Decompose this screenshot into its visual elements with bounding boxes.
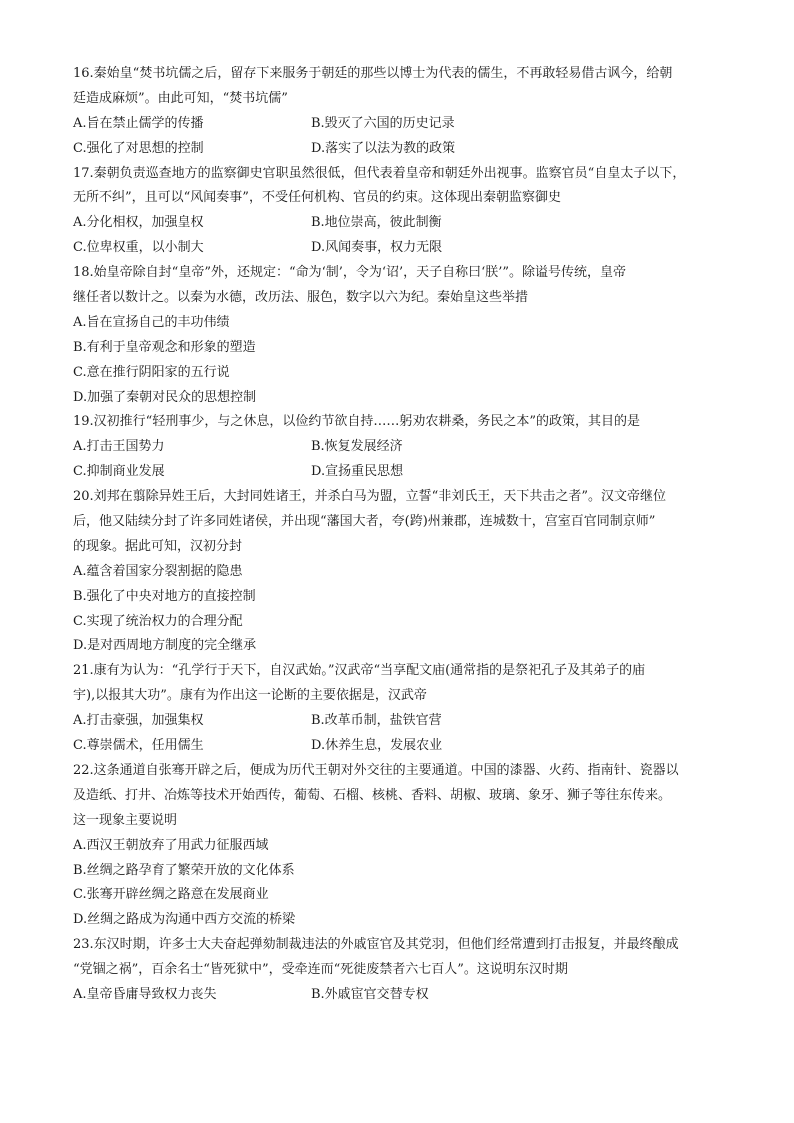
exam-page — [73, 62, 733, 1008]
answer-option: A.蕴含着国家分裂割据的隐患 — [73, 563, 243, 579]
answer-option: C.强化了对思想的控制 — [73, 140, 204, 156]
question-stem-line: 这一现象主要说明 — [73, 812, 178, 828]
question-stem-line: 19.汉初推行“轻刑事少，与之休息，以俭约节欲自持……躬劝农耕桑，务民之本”的政策，其目的是 — [73, 414, 640, 430]
answer-option: D.宣扬重民思想 — [311, 464, 404, 480]
answer-option: D.是对西周地方制度的完全继承 — [73, 638, 257, 654]
question-18 — [73, 261, 733, 410]
answer-option: A.打击豪强，加强集权 — [73, 713, 204, 729]
option-row — [73, 709, 733, 734]
question-22 — [73, 759, 733, 933]
question-stem-line: 22.这条通道自张骞开辟之后，便成为历代王朝对外交往的主要通道。中国的漆器、火药、指南针、瓷器以 — [73, 762, 679, 778]
answer-option: A.西汉王朝放弃了用武力征服西域 — [73, 837, 269, 853]
answer-option: C.位卑权重，以小制大 — [73, 240, 204, 256]
option-row — [73, 734, 733, 759]
question-stem-line: 18.始皇帝除自封“皇帝”外，还规定：“命为‘制’，令为‘诏’，天子自称曰‘朕’”。除谥号传统，皇帝 — [73, 265, 627, 281]
answer-option: C.张骞开辟丝绸之路意在发展商业 — [73, 887, 269, 903]
option-row — [73, 460, 733, 485]
question-stem-line: 廷造成麻烦”。由此可知，“焚书坑儒” — [73, 90, 288, 106]
option-row — [73, 211, 733, 236]
answer-option: C.抑制商业发展 — [73, 464, 165, 480]
answer-option: C.意在推行阴阳家的五行说 — [73, 364, 230, 380]
question-stem-line: 及造纸、打井、冶炼等技术开始西传，葡萄、石榴、核桃、香料、胡椒、玻璃、象牙、狮子等往东传来。 — [73, 787, 672, 803]
answer-option: D.落实了以法为教的政策 — [311, 140, 456, 156]
question-21 — [73, 659, 733, 759]
question-stem-line: 23.东汉时期，许多士大夫奋起弹劾制裁违法的外戚宦官及其党羽，但他们经常遭到打击报复，并最终酿成 — [73, 937, 679, 953]
answer-option: D.休养生息，发展农业 — [311, 738, 443, 754]
answer-option: B.地位崇高，彼此制衡 — [311, 215, 442, 231]
answer-option: D.丝绸之路成为沟通中西方交流的桥梁 — [73, 912, 296, 928]
answer-option: C.尊崇儒术，任用儒生 — [73, 738, 204, 754]
answer-option: A.皇帝昏庸导致权力丧失 — [73, 986, 217, 1002]
answer-option: C.实现了统治权力的合理分配 — [73, 613, 243, 629]
answer-option: D.加强了秦朝对民众的思想控制 — [73, 389, 257, 405]
question-stem-line: 17.秦朝负责巡查地方的监察御史官职虽然很低，但代表着皇帝和朝廷外出视事。监察官员“自皇太子以下， — [73, 165, 686, 181]
question-stem-line: 的现象。据此可知，汉初分封 — [73, 538, 243, 554]
answer-option: D.风闻奏事，权力无限 — [311, 240, 443, 256]
question-stem-line: 16.秦始皇“焚书坑儒之后，留存下来服务于朝廷的那些以博士为代表的儒生，不再敢轻易借古讽今，给朝 — [73, 66, 673, 81]
answer-option: B.恢复发展经济 — [311, 439, 403, 455]
option-row — [73, 112, 733, 137]
answer-option: A.打击王国势力 — [73, 439, 165, 455]
question-stem-line: 继任者以数计之。以秦为水德，改历法、服色，数字以六为纪。秦始皇这些举措 — [73, 290, 529, 306]
option-row — [73, 236, 733, 261]
question-23 — [73, 933, 733, 1008]
question-stem-line: 无所不纠”，且可以“风闻奏事”，不受任何机构、官员的约束。这体现出秦朝监察御史 — [73, 190, 561, 206]
question-16 — [73, 62, 733, 162]
answer-option: B.改革币制，盐铁官营 — [311, 713, 442, 729]
answer-option: B.外戚宦官交替专权 — [311, 986, 429, 1002]
option-row — [73, 435, 733, 460]
question-stem-line: “党锢之祸”，百余名士“皆死狱中”，受牵连而“死徙废禁者六七百人”。这说明东汉时期 — [73, 962, 568, 978]
question-17 — [73, 162, 733, 262]
option-row — [73, 983, 733, 1008]
question-stem-line: 20.刘邦在翦除异姓王后，大封同姓诸王，并杀白马为盟，立誓“非刘氏王，天下共击之者”。汉文帝继位 — [73, 489, 666, 505]
question-stem-line: 宇),以报其大功”。康有为作出这一论断的主要依据是，汉武帝 — [73, 688, 427, 704]
answer-option: A.旨在禁止儒学的传播 — [73, 115, 204, 131]
answer-option: B.毁灭了六国的历史记录 — [311, 115, 455, 131]
answer-option: A.分化相权，加强皇权 — [73, 215, 204, 231]
answer-option: B.有利于皇帝观念和形象的塑造 — [73, 339, 256, 355]
question-20 — [73, 485, 733, 659]
answer-option: B.丝绸之路孕育了繁荣开放的文化体系 — [73, 862, 295, 878]
answer-option: A.旨在宣扬自己的丰功伟绩 — [73, 314, 230, 330]
option-row — [73, 137, 733, 162]
question-stem-line: 后，他又陆续分封了许多同姓诸侯，并出现“藩国大者，夸(跨)州兼郡，连城数十，宫室百官同制京师” — [73, 514, 656, 530]
question-19 — [73, 410, 733, 485]
answer-option: B.强化了中央对地方的直接控制 — [73, 588, 256, 604]
question-stem-line: 21.康有为认为：“孔学行于天下，自汉武始。”汉武帝“当享配文庙(通常指的是祭祀孔子及其弟子的庙 — [73, 663, 646, 679]
